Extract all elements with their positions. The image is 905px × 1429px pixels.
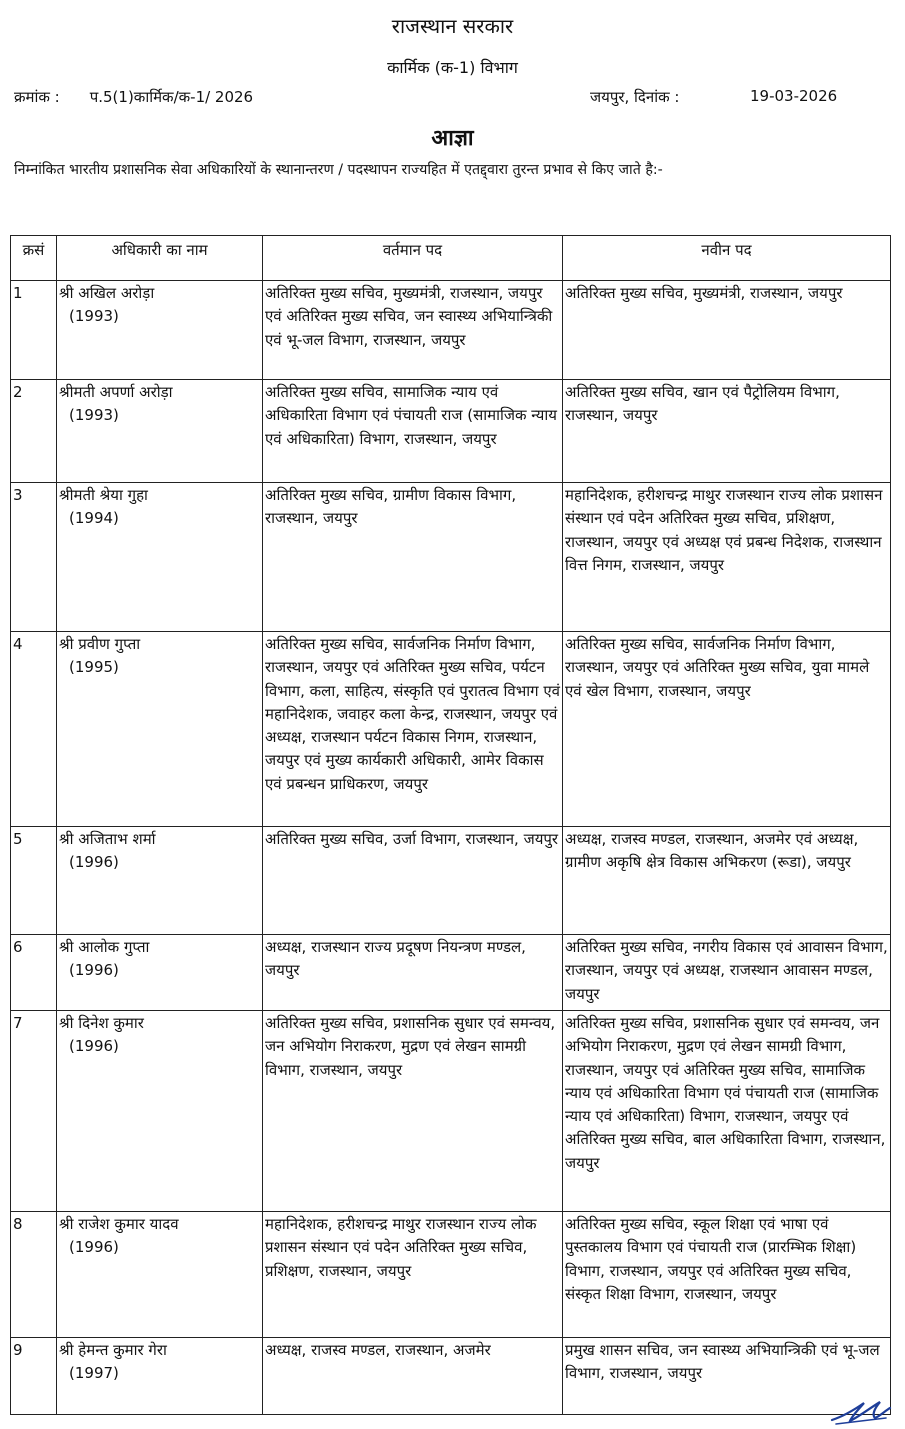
- batch-year: (1996): [69, 1238, 119, 1257]
- officer-cell: [57, 1011, 263, 1212]
- new-post-cell: अतिरिक्त मुख्य सचिव, प्रशासनिक सुधार एवं समन्वय, जन अभियोग निराकरण, मुद्रण एवं लेखन सामग्री विभाग, राजस्थान, जयपुर एवं अतिरिक्त मुख्य सचिव, सामाजिक न्याय एवं अधिकारिता विभाग एवं पंचायती राज (सामाजिक न्याय एवं अधिकारिता) विभाग, राजस्थान, जयपुर एवं अतिरिक्त मुख्य सचिव, बाल अधिकारिता विभाग, राजस्थान, जयपुर: [563, 1011, 891, 1212]
- batch-year: (1996): [69, 961, 119, 980]
- table-row: [11, 827, 891, 935]
- table-row: [11, 1212, 891, 1338]
- header-current-post: वर्तमान पद: [263, 236, 563, 281]
- officer-name: श्री अखिल अरोड़ा: [59, 284, 155, 302]
- batch-year: (1996): [69, 853, 119, 872]
- serial-cell: 7: [11, 1011, 57, 1212]
- table-row: [11, 935, 891, 1011]
- reference-label: क्रमांक :: [14, 88, 60, 106]
- reference-value: प.5(1)कार्मिक/क-1/ 2026: [89, 88, 254, 106]
- new-post-cell: प्रमुख शासन सचिव, जन स्वास्थ्य अभियान्त्रिकी एवं भू-जल विभाग, राजस्थान, जयपुर: [563, 1338, 891, 1415]
- officer-name: श्रीमती श्रेया गुहा: [59, 486, 148, 504]
- officer-name: श्री हेमन्त कुमार गेरा: [59, 1341, 167, 1359]
- signature-mark: [828, 1394, 894, 1426]
- transfer-table: [10, 235, 891, 1415]
- officer-cell: [57, 483, 263, 632]
- serial-cell: 3: [11, 483, 57, 632]
- current-post-cell: अतिरिक्त मुख्य सचिव, ग्रामीण विकास विभाग, राजस्थान, जयपुर: [263, 483, 563, 632]
- header-serial: क्रसं: [11, 236, 57, 281]
- current-post-cell: अतिरिक्त मुख्य सचिव, प्रशासनिक सुधार एवं समन्वय, जन अभियोग निराकरण, मुद्रण एवं लेखन सामग्री विभाग, राजस्थान, जयपुर: [263, 1011, 563, 1212]
- table-row: [11, 281, 891, 380]
- place-date-label: जयपुर, दिनांक :: [590, 88, 680, 106]
- serial-cell: 4: [11, 632, 57, 827]
- officer-name: श्री राजेश कुमार यादव: [59, 1215, 179, 1233]
- table-header-row: [11, 236, 891, 281]
- officer-name: श्री आलोक गुप्ता: [59, 938, 150, 956]
- new-post-cell: महानिदेशक, हरीशचन्द्र माथुर राजस्थान राज्य लोक प्रशासन संस्थान एवं पदेन अतिरिक्त मुख्य सचिव, प्रशिक्षण, राजस्थान, जयपुर एवं अध्यक्ष एवं प्रबन्ध निदेशक, राजस्थान वित्त निगम, राजस्थान, जयपुर: [563, 483, 891, 632]
- current-post-cell: अतिरिक्त मुख्य सचिव, उर्जा विभाग, राजस्थान, जयपुर: [263, 827, 563, 935]
- batch-year: (1993): [69, 307, 119, 326]
- officer-cell: [57, 1212, 263, 1338]
- order-date: 19-03-2026: [750, 87, 838, 105]
- officer-name: श्री अजिताभ शर्मा: [59, 830, 156, 848]
- new-post-cell: अतिरिक्त मुख्य सचिव, मुख्यमंत्री, राजस्थान, जयपुर: [563, 281, 891, 380]
- government-title: राजस्थान सरकार: [391, 14, 514, 38]
- officer-cell: [57, 935, 263, 1011]
- batch-year: (1996): [69, 1037, 119, 1056]
- department-title: कार्मिक (क-1) विभाग: [387, 58, 518, 77]
- new-post-cell: अतिरिक्त मुख्य सचिव, नगरीय विकास एवं आवासन विभाग, राजस्थान, जयपुर एवं अध्यक्ष, राजस्थान आवासन मण्डल, जयपुर: [563, 935, 891, 1011]
- officer-name: श्री दिनेश कुमार: [59, 1014, 144, 1032]
- signature-underline: [836, 1418, 886, 1424]
- officer-cell: [57, 1338, 263, 1415]
- batch-year: (1993): [69, 406, 119, 425]
- new-post-cell: अतिरिक्त मुख्य सचिव, सार्वजनिक निर्माण विभाग, राजस्थान, जयपुर एवं अतिरिक्त मुख्य सचिव, युवा मामले एवं खेल विभाग, राजस्थान, जयपुर: [563, 632, 891, 827]
- current-post-cell: अतिरिक्त मुख्य सचिव, मुख्यमंत्री, राजस्थान, जयपुर एवं अतिरिक्त मुख्य सचिव, जन स्वास्थ्य अभियान्त्रिकी एवं भू-जल विभाग, राजस्थान, जयपुर: [263, 281, 563, 380]
- serial-cell: 8: [11, 1212, 57, 1338]
- order-title: आज्ञा: [431, 126, 474, 151]
- officer-cell: [57, 380, 263, 483]
- current-post-cell: अतिरिक्त मुख्य सचिव, सार्वजनिक निर्माण विभाग, राजस्थान, जयपुर एवं अतिरिक्त मुख्य सचिव, पर्यटन विभाग, कला, साहित्य, संस्कृति एवं पुरातत्व विभाग एवं महानिदेशक, जवाहर कला केन्द्र, राजस्थान, जयपुर एवं अध्यक्ष, राजस्थान पर्यटन विकास निगम, राजस्थान, जयपुर एवं मुख्य कार्यकारी अधिकारी, आमेर विकास एवं प्रबन्धन प्राधिकरण, जयपुर: [263, 632, 563, 827]
- serial-cell: 2: [11, 380, 57, 483]
- serial-cell: 1: [11, 281, 57, 380]
- current-post-cell: अतिरिक्त मुख्य सचिव, सामाजिक न्याय एवं अधिकारिता विभाग एवं पंचायती राज (सामाजिक न्याय एवं अधिकारिता) विभाग, राजस्थान, जयपुर: [263, 380, 563, 483]
- batch-year: (1995): [69, 658, 119, 677]
- current-post-cell: अध्यक्ष, राजस्थान राज्य प्रदूषण नियन्त्रण मण्डल, जयपुर: [263, 935, 563, 1011]
- new-post-cell: अतिरिक्त मुख्य सचिव, स्कूल शिक्षा एवं भाषा एवं पुस्तकालय विभाग एवं पंचायती राज (प्रारम्भिक शिक्षा) विभाग, राजस्थान, जयपुर एवं अतिरिक्त मुख्य सचिव, संस्कृत शिक्षा विभाग, राजस्थान, जयपुर: [563, 1212, 891, 1338]
- officer-name: श्रीमती अपर्णा अरोड़ा: [59, 383, 173, 401]
- officer-cell: [57, 281, 263, 380]
- table-row: [11, 1338, 891, 1415]
- header-new-post: नवीन पद: [563, 236, 891, 281]
- table-row: [11, 1011, 891, 1212]
- table-row: [11, 483, 891, 632]
- order-intro: निम्नांकित भारतीय प्रशासनिक सेवा अधिकारियों के स्थानान्तरण / पदस्थापन राज्यहित में एतद्द्वारा तुरन्त प्रभाव से किए जाते है:-: [14, 162, 663, 178]
- table-row: [11, 380, 891, 483]
- serial-cell: 5: [11, 827, 57, 935]
- reference-number: [14, 87, 253, 107]
- officer-cell: [57, 632, 263, 827]
- officer-cell: [57, 827, 263, 935]
- batch-year: (1994): [69, 509, 119, 528]
- serial-cell: 6: [11, 935, 57, 1011]
- table-row: [11, 632, 891, 827]
- officer-name: श्री प्रवीण गुप्ता: [59, 635, 141, 653]
- batch-year: (1997): [69, 1364, 119, 1383]
- current-post-cell: महानिदेशक, हरीशचन्द्र माथुर राजस्थान राज्य लोक प्रशासन संस्थान एवं पदेन अतिरिक्त मुख्य सचिव, प्रशिक्षण, राजस्थान, जयपुर: [263, 1212, 563, 1338]
- new-post-cell: अतिरिक्त मुख्य सचिव, खान एवं पैट्रोलियम विभाग, राजस्थान, जयपुर: [563, 380, 891, 483]
- new-post-cell: अध्यक्ष, राजस्व मण्डल, राजस्थान, अजमेर एवं अध्यक्ष, ग्रामीण अकृषि क्षेत्र विकास अभिकरण (रूडा), जयपुर: [563, 827, 891, 935]
- header-officer-name: अधिकारी का नाम: [57, 236, 263, 281]
- current-post-cell: अध्यक्ष, राजस्व मण्डल, राजस्थान, अजमेर: [263, 1338, 563, 1415]
- serial-cell: 9: [11, 1338, 57, 1415]
